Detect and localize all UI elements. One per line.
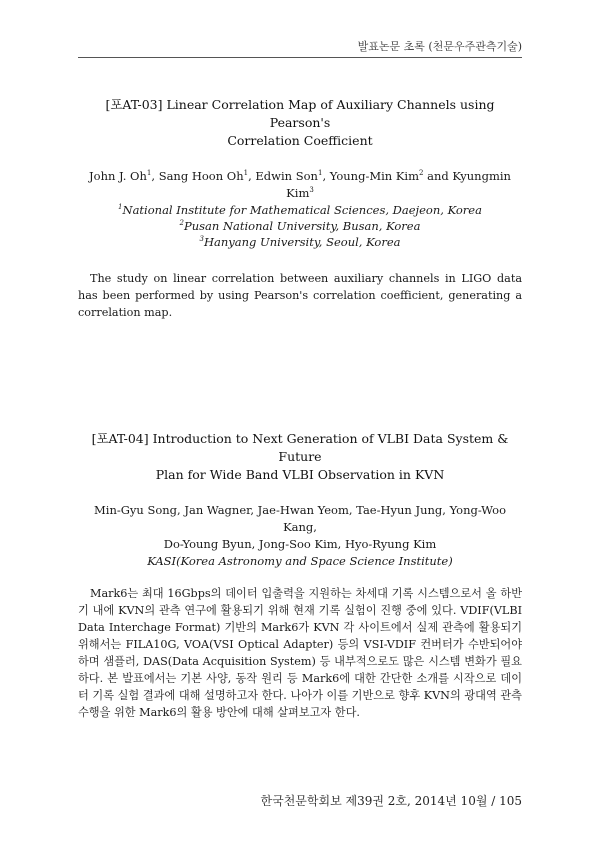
- affiliation-text: Hanyang University, Seoul, Korea: [203, 235, 401, 249]
- author-sep: ,: [248, 169, 256, 183]
- author-line: Min-Gyu Song, Jan Wagner, Jae-Hwan Yeom, Tae-Hyun Jung, Yong-Woo Kang,: [93, 503, 507, 534]
- abstract-title: [78, 96, 522, 150]
- author-sep: and: [423, 169, 453, 183]
- abstract-body: The study on linear correlation between auxiliary channels in LIGO data has been performed by using Pearson's correlation coefficient, generating a correlation map.: [78, 272, 522, 319]
- affiliation-sup: 2: [179, 219, 184, 228]
- author-sup: 3: [309, 186, 314, 195]
- author-sup: 1: [243, 169, 249, 178]
- author: Edwin Son: [255, 169, 318, 183]
- abstract-poat-03: [78, 96, 522, 332]
- author-sup: 1: [146, 169, 152, 178]
- affiliation-text: Pusan National University, Busan, Korea: [184, 219, 421, 233]
- affiliation: [78, 234, 522, 250]
- author-list: [78, 502, 522, 553]
- abstract-body: Mark6는 최대 16Gbps의 데이터 입출력을 지원하는 차세대 기록 시스템으로서 올 하반기 내에 KVN의 관측 연구에 활용되기 위해 현재 기록 실험이 진행 중에 있다. VDIF(VLBI Data Interchage Format) 기반의 Mark6가 KVN 각 사이트에서 실제 관측에 활용되기 위해서는 FILA10G, VOA(VSI Optical Adapter) 등의 VSI-VDIF 컨버터가 수반되어야 하며 샘플러, DAS(Data Acquisition System) 등 내부적으로도 많은 시스템 변화가 필요하다. 본 발표에서는 기본 사양, 동작 원리 등 Mark6에 대한 간단한 소개를 시작으로 데이터 기록 실험 결과에 대해 설명하고자 한다. 나아가 이를 기반으로 향후 KVN의 광대역 관측 수행을 위한 Mark6의 활용 방안에 대해 살펴보고자 한다.: [78, 587, 522, 719]
- author: Sang Hoon Oh: [158, 169, 244, 183]
- author: Kyungmin Kim: [286, 169, 511, 200]
- author-sup: 1: [317, 169, 323, 178]
- title-line: Correlation Coefficient: [227, 133, 373, 148]
- affiliation: KASI(Korea Astronomy and Space Science Institute): [147, 554, 453, 568]
- affiliation: [78, 202, 522, 218]
- abstract-title: [78, 430, 522, 484]
- title-line: Plan for Wide Band VLBI Observation in KVN: [155, 467, 445, 482]
- author-line: Do-Young Byun, Jong-Soo Kim, Hyo-Ryung Kim: [163, 537, 437, 551]
- title-line: [포AT-04] Introduction to Next Generation of VLBI Data System & Future: [91, 431, 509, 464]
- author-sup: 2: [419, 169, 424, 178]
- author: Young-Min Kim: [329, 169, 420, 183]
- affiliation-sup: 1: [118, 203, 123, 212]
- title-line: [포AT-03] Linear Correlation Map of Auxiliary Channels using Pearson's: [105, 97, 495, 130]
- affiliation-sup: 3: [199, 235, 204, 244]
- page-footer: 한국천문학회보 제39권 2호, 2014년 10월 / 105: [260, 794, 522, 808]
- author-sep: ,: [151, 169, 159, 183]
- author: John J. Oh: [89, 169, 147, 183]
- abstract-poat-04: [78, 430, 522, 732]
- author-sep: ,: [322, 169, 330, 183]
- header-rule: [78, 57, 522, 58]
- affiliation-text: National Institute for Mathematical Sciences, Daejeon, Korea: [122, 203, 482, 217]
- author-list: [78, 168, 522, 202]
- running-header: 발표논문 초록 (천문우주관측기술): [357, 40, 522, 53]
- affiliation: [78, 218, 522, 234]
